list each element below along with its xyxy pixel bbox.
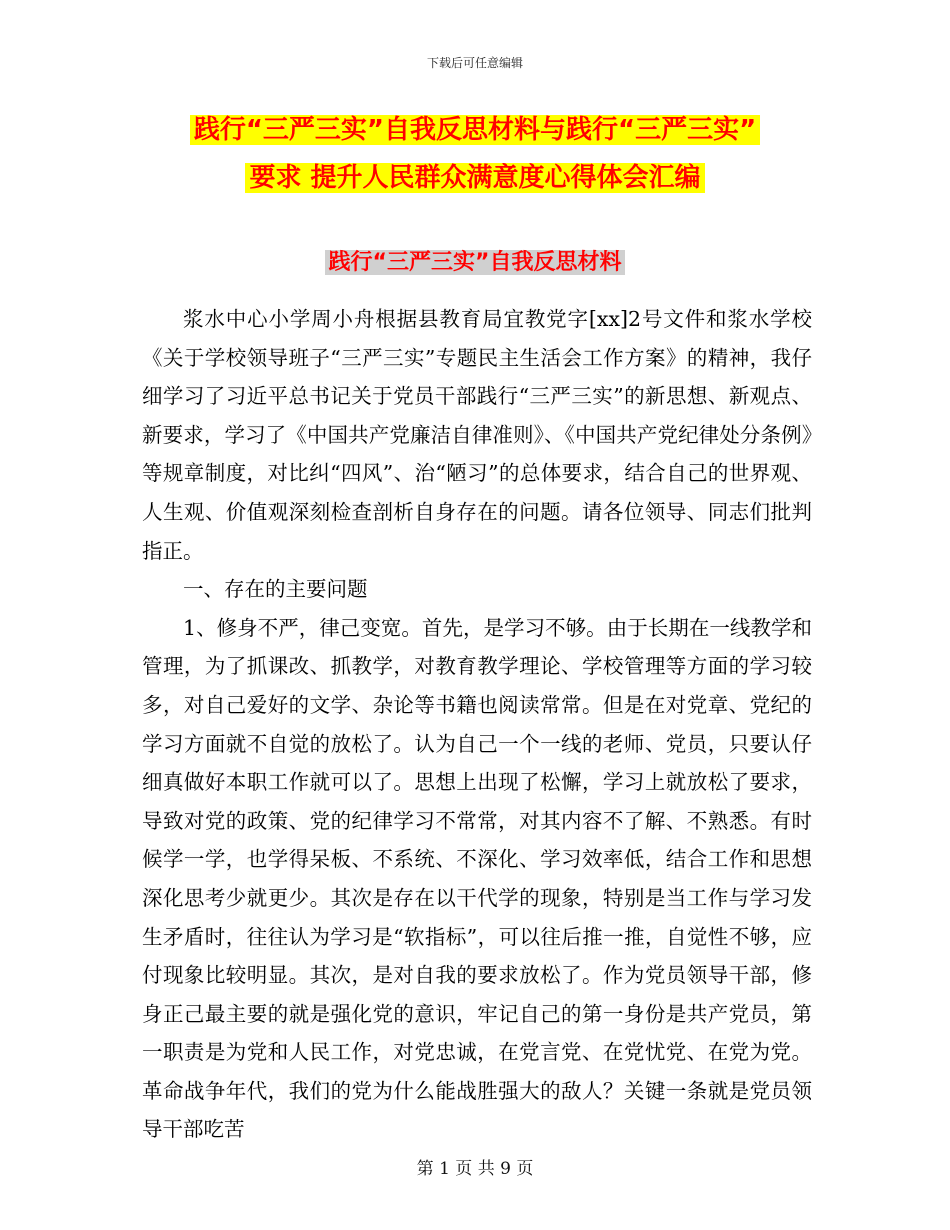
section-title [0, 246, 950, 280]
paragraph-intro: 浆水中心小学周小舟根据县教育局宜教党字[xx]2号文件和浆水学校《关于学校领导班子“三严三实”专题民主生活会工作方案》的精神，我仔细学习了习近平总书记关于党员干部践行“三严三实”的新思想、新观点、新要求，学习了《中国共产党廉洁自律准则》、《中国共产党纪律处分条例》等规章制度，对比纠“四风”、治“陋习”的总体要求，结合自己的世界观、人生观、价值观深刻检查剖析自身存在的问题。请各位领导、同志们批判指正。 [142, 307, 812, 563]
title-line-1: 践行“三严三实”自我反思材料与践行“三严三实” [190, 115, 760, 145]
page-footer: 第 1 页 共 9 页 [416, 1159, 534, 1179]
document-title [0, 106, 950, 202]
paragraph-problem-1: 1、修身不严，律己变宽。首先，是学习不够。由于长期在一线教学和管理，为了抓课改、抓教学，对教育教学理论、学校管理等方面的学习较多，对自己爱好的文学、杂论等书籍也阅读常常。但是在对党章、党纪的学习方面就不自觉的放松了。认为自己一个一线的老师、党员，只要认仔细真做好本职工作就可以了。思想上出现了松懈，学习上就放松了要求，导致对党的政策、党的纪律学习不常常，对其内容不了解、不熟悉。有时候学一学，也学得呆板、不系统、不深化、学习效率低，结合工作和思想深化思考少就更少。其次是存在以干代学的现象，特别是当工作与学习发生矛盾时，往往认为学习是“软指标”，可以往后推一推，自觉性不够，应付现象比较明显。其次，是对自我的要求放松了。作为党员领导干部，修身正己最主要的就是强化党的意识，牢记自己的第一身份是共产党员，第一职责是为党和人民工作，对党忠诚，在党言党、在党忧党、在党为党。革命战争年代，我们的党为什么能战胜强大的敌人？关键一条就是党员领导干部吃苦 [142, 615, 812, 1142]
paragraph-heading-problems: 一、存在的主要问题 [183, 577, 368, 602]
document-body [142, 300, 812, 1149]
section-title-text: 践行“三严三实”自我反思材料 [325, 250, 626, 275]
header-note: 下载后可任意编辑 [426, 56, 523, 70]
title-line-2: 要求 提升人民群众满意度心得体会汇编 [245, 163, 704, 193]
